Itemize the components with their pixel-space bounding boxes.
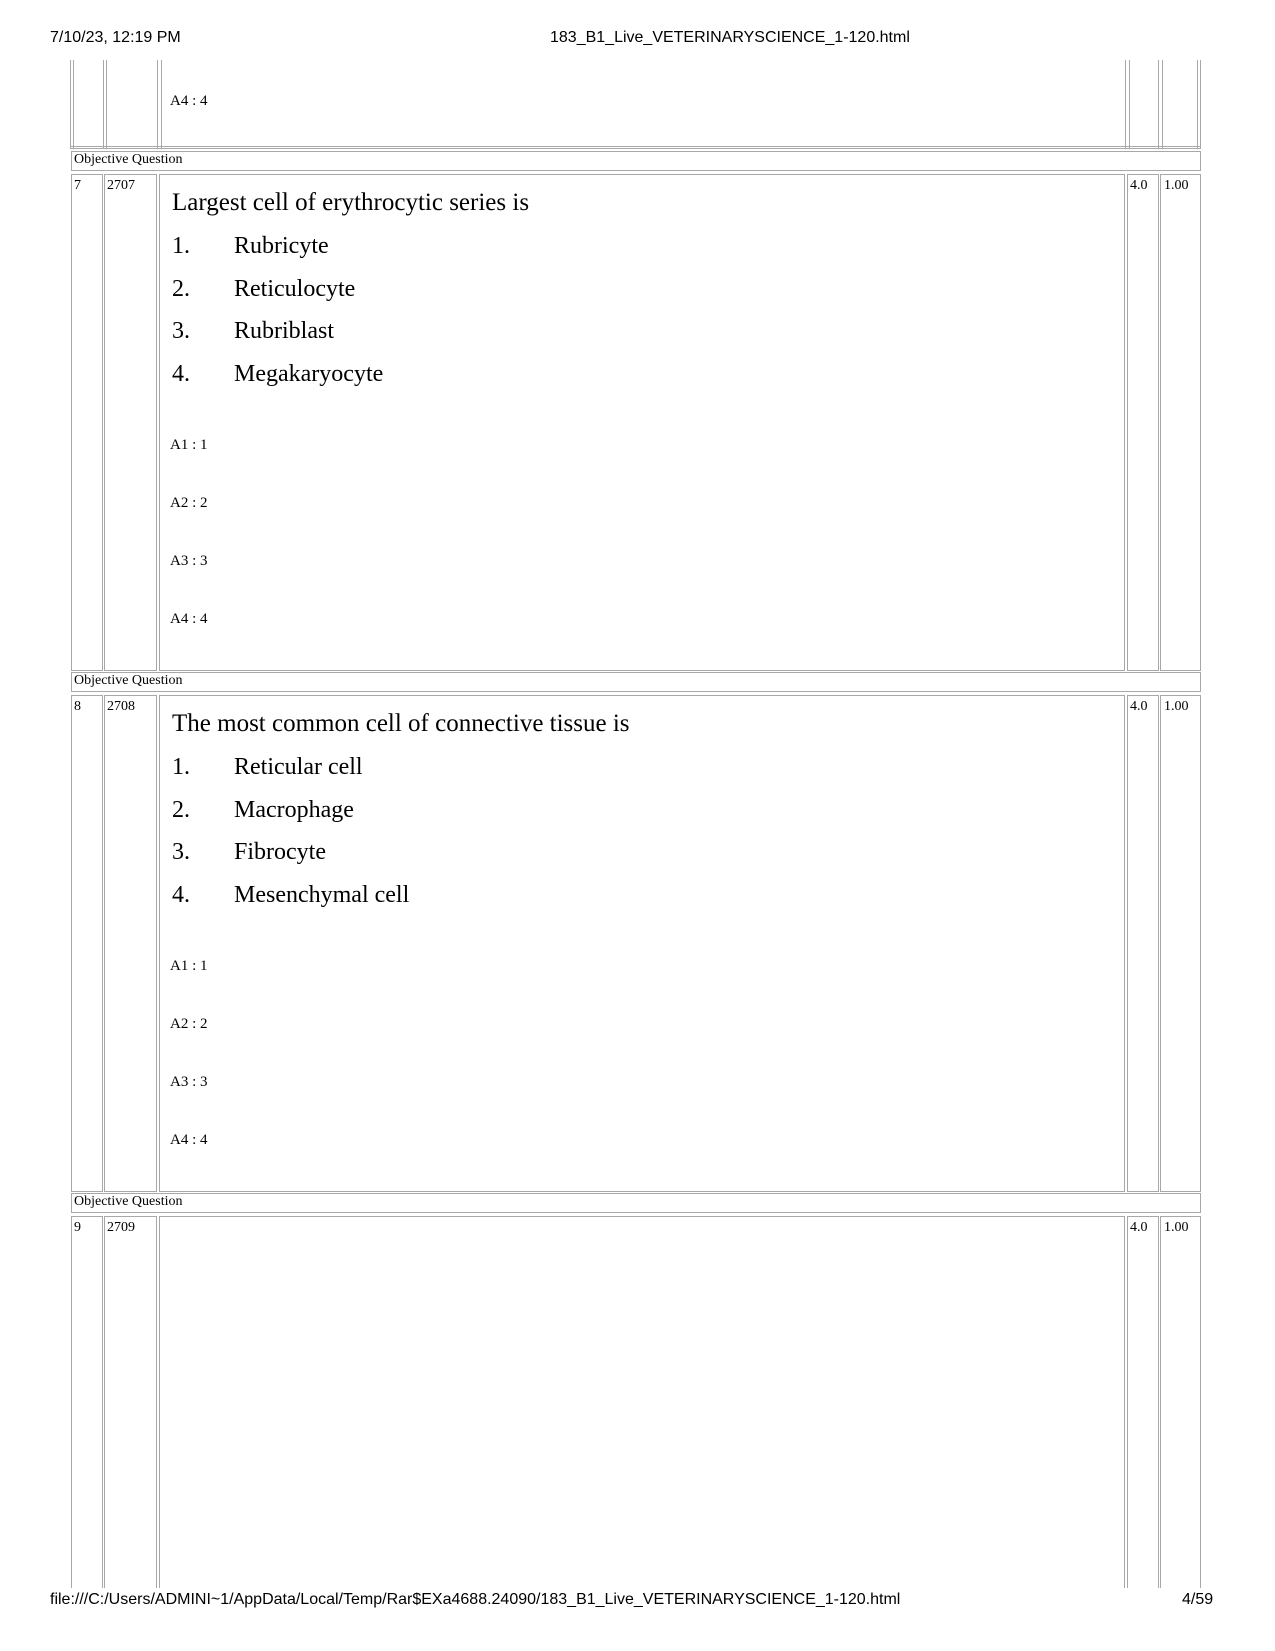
qid-cell	[104, 1216, 157, 1588]
table-border	[1158, 60, 1159, 148]
question-id: 2707	[107, 178, 135, 193]
question-text: The most common cell of connective tissue is	[172, 710, 630, 737]
marks-cell	[1127, 174, 1159, 671]
answer-3: A3 : 3	[170, 553, 208, 569]
option-text: Reticular cell	[234, 754, 363, 780]
print-datetime: 7/10/23, 12:19 PM	[50, 29, 181, 46]
row-divider	[70, 146, 1201, 149]
section-label: Objective Question	[71, 672, 1201, 692]
option-number: 2.	[172, 276, 190, 302]
qid-cell	[104, 695, 157, 1192]
answer-1: A1 : 1	[170, 437, 208, 453]
question-marks: 4.0	[1130, 1220, 1148, 1235]
option-text: Mesenchymal cell	[234, 882, 410, 908]
print-title: 183_B1_Live_VETERINARYSCIENCE_1-120.html	[550, 29, 910, 46]
option-text: Megakaryocyte	[234, 361, 384, 387]
table-border	[1162, 60, 1163, 148]
question-marks: 4.0	[1130, 178, 1148, 193]
qid-cell	[104, 174, 157, 671]
question-marks: 4.0	[1130, 699, 1148, 714]
option-number: 3.	[172, 839, 190, 865]
table-border	[1197, 60, 1198, 148]
table-border	[70, 60, 71, 148]
marks-cell	[1127, 1216, 1159, 1588]
option-number: 2.	[172, 797, 190, 823]
option-text: Reticulocyte	[234, 276, 356, 302]
neg-marks-cell	[1160, 1216, 1201, 1588]
question-number: 8	[74, 699, 81, 714]
option-text: Rubricyte	[234, 233, 329, 259]
qnum-cell	[71, 1216, 103, 1588]
option-text: Macrophage	[234, 797, 354, 823]
qnum-cell	[71, 695, 103, 1192]
option-number: 1.	[172, 754, 190, 780]
qnum-cell	[71, 174, 103, 671]
table-border	[1200, 60, 1201, 148]
question-number: 7	[74, 178, 81, 193]
file-path: file:///C:/Users/ADMINI~1/AppData/Local/Temp/Rar$EXa4688.24090/183_B1_Live_VETERINARYSCIENCE_1-120.html	[50, 1591, 901, 1608]
neg-marks-cell	[1160, 695, 1201, 1192]
table-border	[157, 60, 158, 148]
marks-cell	[1127, 695, 1159, 1192]
option-number: 4.	[172, 882, 190, 908]
table-border	[106, 60, 107, 148]
page-number: 4/59	[1182, 1591, 1214, 1608]
table-border	[161, 60, 162, 148]
question-number: 9	[74, 1220, 81, 1235]
answer-1: A1 : 1	[170, 958, 208, 974]
negative-marks: 1.00	[1164, 1220, 1189, 1235]
option-number: 3.	[172, 318, 190, 344]
question-id: 2709	[107, 1220, 135, 1235]
table-border	[1125, 60, 1126, 148]
answer-2: A2 : 2	[170, 495, 208, 511]
negative-marks: 1.00	[1164, 699, 1189, 714]
answer-3: A3 : 3	[170, 1074, 208, 1090]
option-text: Rubriblast	[234, 318, 334, 344]
question-cell	[159, 1216, 1125, 1588]
answer-4: A4 : 4	[170, 611, 208, 627]
question-id: 2708	[107, 699, 135, 714]
option-number: 4.	[172, 361, 190, 387]
table-border	[1129, 60, 1130, 148]
section-label: Objective Question	[71, 1193, 1201, 1213]
prev-answer-4: A4 : 4	[170, 93, 208, 109]
table-border	[73, 60, 74, 148]
negative-marks: 1.00	[1164, 178, 1189, 193]
answer-2: A2 : 2	[170, 1016, 208, 1032]
option-text: Fibrocyte	[234, 839, 326, 865]
neg-marks-cell	[1160, 174, 1201, 671]
table-border	[103, 60, 104, 148]
section-label: Objective Question	[71, 151, 1201, 171]
option-number: 1.	[172, 233, 190, 259]
question-text: Largest cell of erythrocytic series is	[172, 189, 530, 216]
answer-4: A4 : 4	[170, 1132, 208, 1148]
